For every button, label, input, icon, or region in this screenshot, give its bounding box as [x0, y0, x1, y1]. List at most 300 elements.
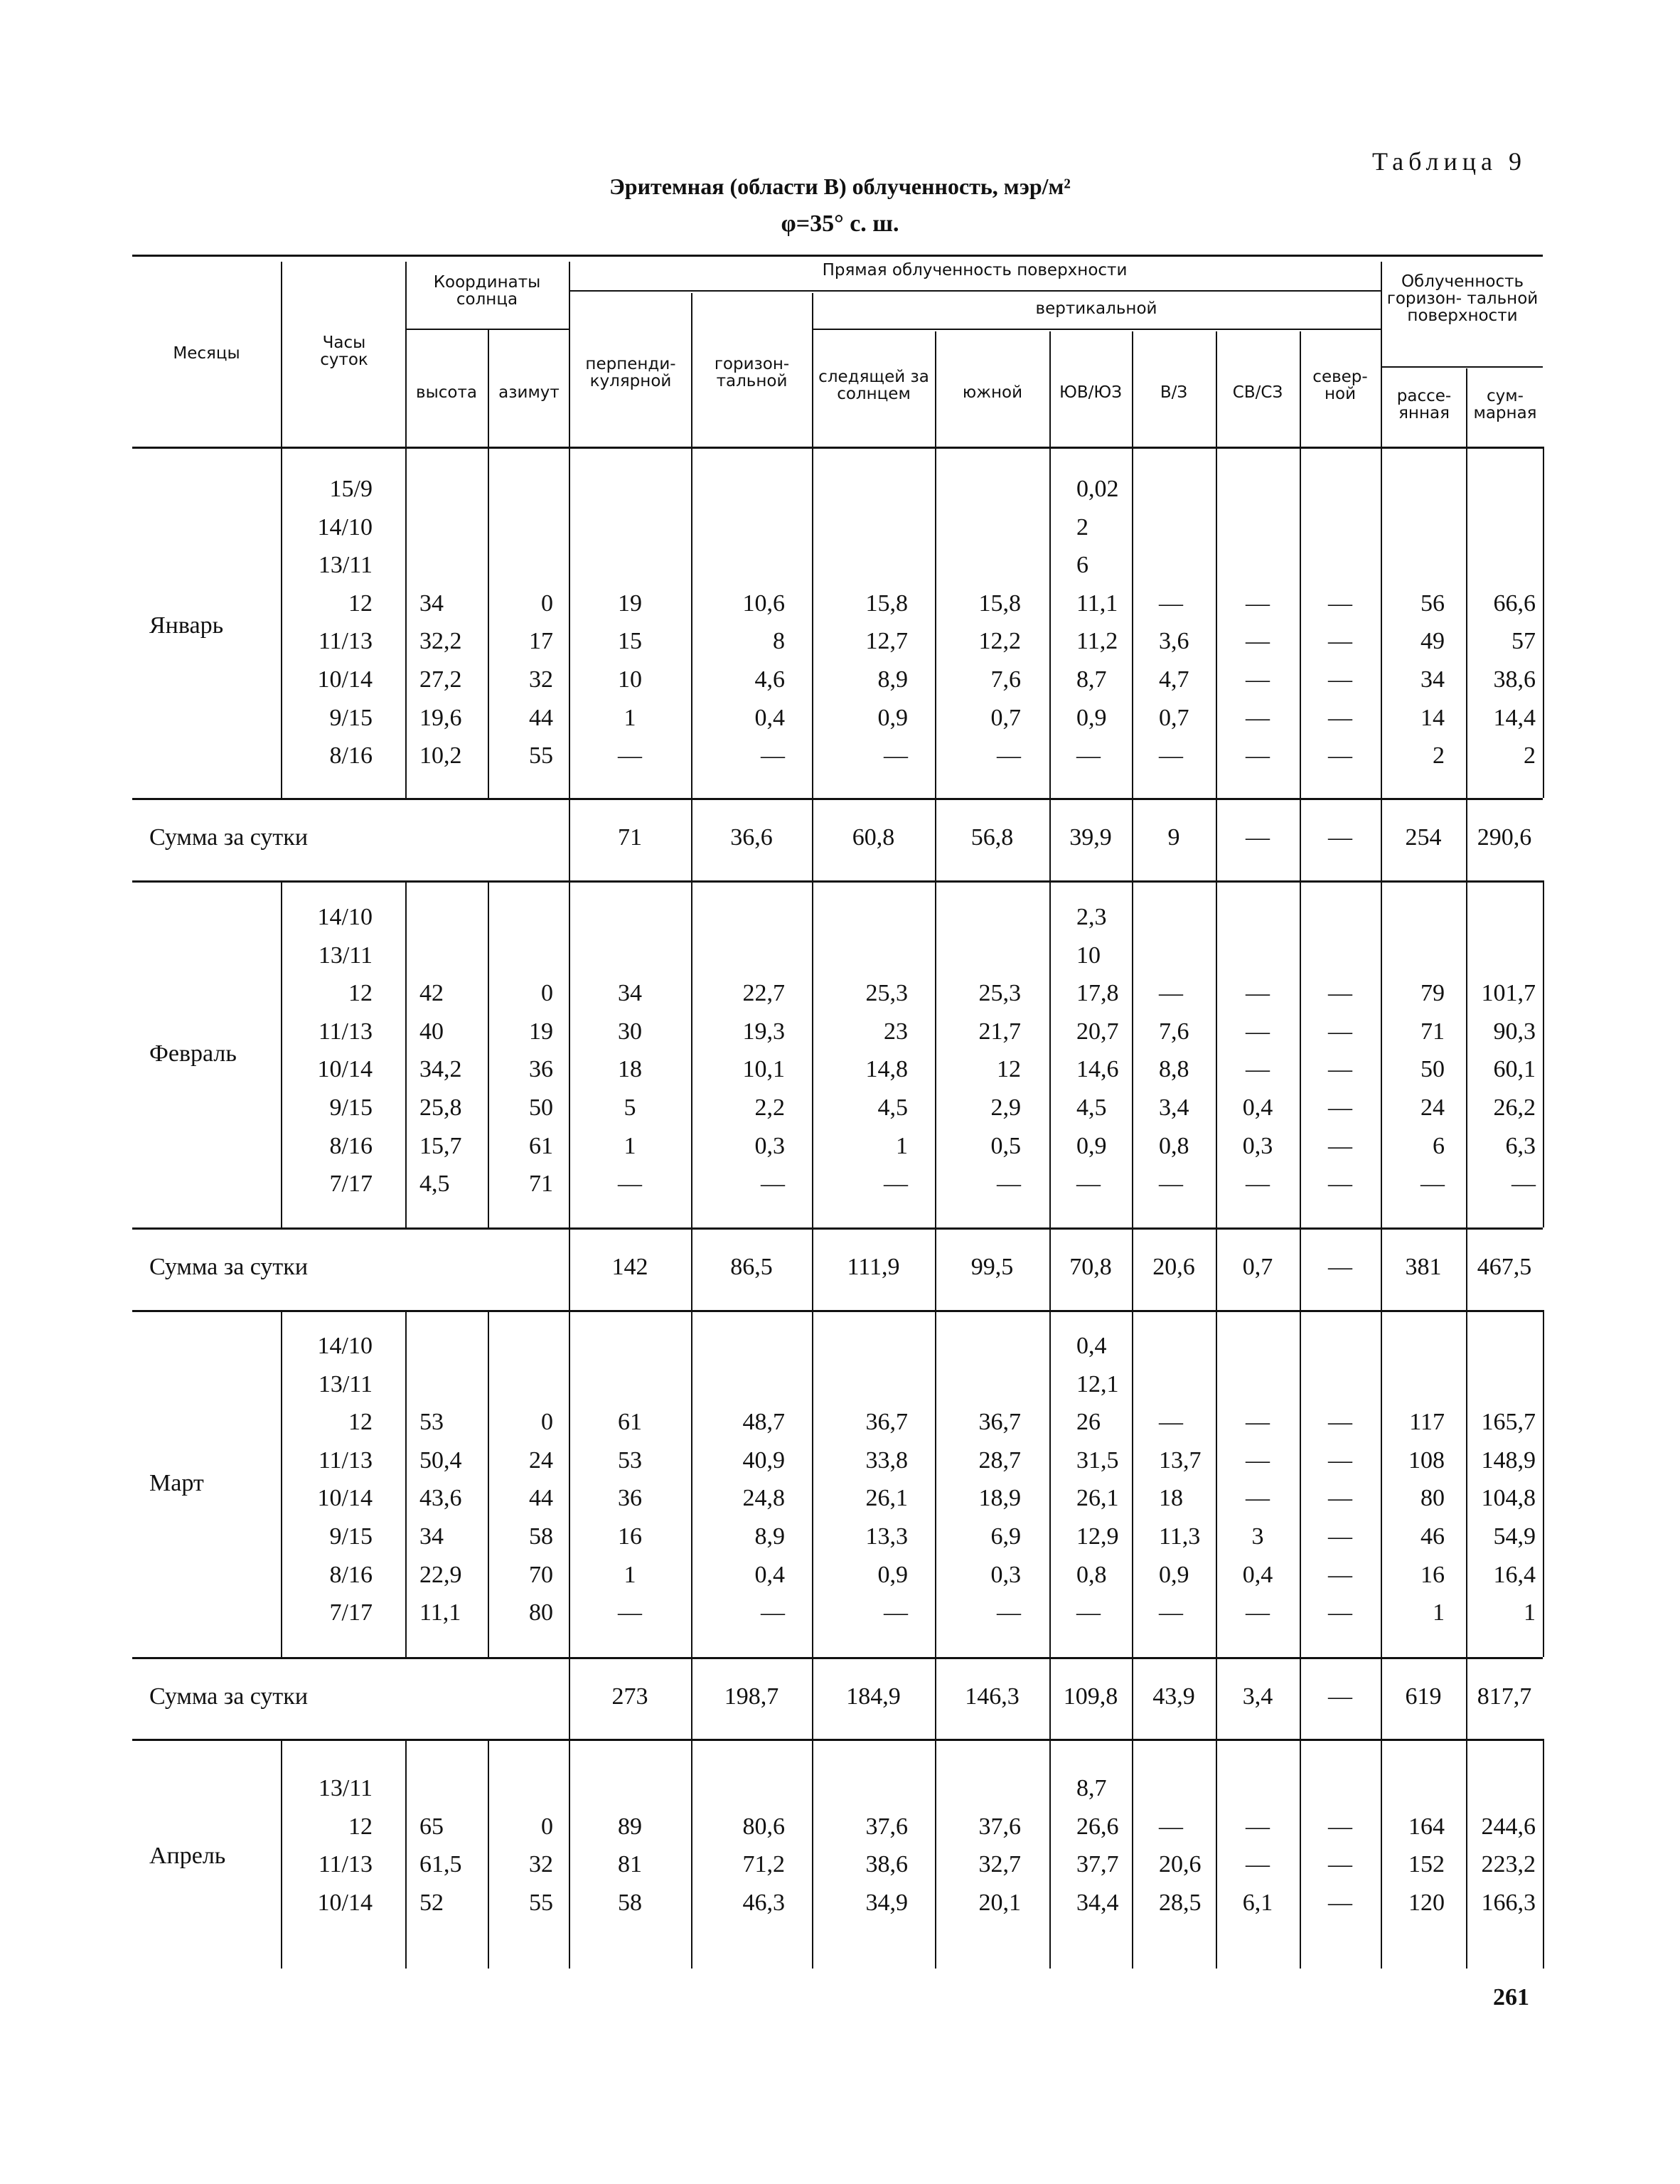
rule-line: [405, 329, 569, 330]
table-cell: 120: [1408, 1889, 1445, 1916]
table-cell: 0,4: [1242, 1094, 1273, 1121]
table-cell: 165,7: [1481, 1409, 1536, 1436]
table-cell: 80,6: [742, 1813, 785, 1840]
col-header-e-w: В/З: [1160, 383, 1188, 402]
table-cell: 0: [541, 980, 553, 1007]
table-cell: 2,2: [754, 1094, 785, 1121]
table-cell: 244,6: [1481, 1813, 1536, 1840]
table-cell: 12,9: [1076, 1523, 1119, 1550]
table-cell: —: [1076, 1599, 1101, 1626]
daily-sum-label: Сумма за сутки: [149, 824, 309, 851]
col-header-direct: Прямая облученность поверхности: [822, 261, 1128, 279]
table-cell: 80: [1420, 1485, 1445, 1512]
table-cell: 11,1: [1076, 590, 1118, 617]
table-cell: 71: [529, 1171, 553, 1198]
table-cell: —: [1246, 704, 1270, 731]
column-divider: [1132, 1739, 1133, 1969]
table-cell: 14,8: [865, 1056, 908, 1083]
table-cell: 6: [1433, 1132, 1445, 1159]
table-cell: 11,2: [1076, 628, 1118, 655]
table-cell: —: [884, 742, 908, 769]
table-cell: 23: [884, 1018, 908, 1045]
column-divider: [1049, 447, 1051, 798]
table-cell: 3: [1251, 1523, 1264, 1550]
table-cell: 12,7: [865, 628, 908, 655]
column-divider: [1132, 447, 1133, 798]
table-cell: 70: [529, 1561, 553, 1588]
table-cell: —: [1246, 1813, 1270, 1840]
rule-line: [132, 1310, 1543, 1312]
table-cell: 37,6: [865, 1813, 908, 1840]
table-cell: 32: [529, 1851, 553, 1878]
table-cell: 32: [529, 666, 553, 693]
rule-line: [132, 255, 1543, 257]
table-cell: 89: [618, 1813, 642, 1840]
table-cell: —: [1328, 1485, 1352, 1512]
table-cell: 24: [1420, 1094, 1445, 1121]
table-cell: 9/15: [329, 704, 373, 731]
col-header-perpendicular: перпенди- кулярной: [585, 355, 676, 390]
table-cell: 61: [618, 1409, 642, 1436]
daily-sum-cell: 467,5: [1477, 1254, 1532, 1280]
table-cell: 50: [529, 1094, 553, 1121]
month-label: Февраль: [149, 1040, 237, 1067]
column-divider: [1381, 262, 1382, 447]
table-cell: 15,8: [978, 590, 1021, 617]
daily-sum-cell: —: [1328, 1254, 1352, 1280]
table-cell: —: [761, 1171, 785, 1198]
table-cell: 16: [618, 1523, 642, 1550]
table-cell: 6,3: [1505, 1132, 1536, 1159]
table-cell: 2: [1433, 742, 1445, 769]
table-cell: —: [884, 1171, 908, 1198]
table-cell: 40: [419, 1018, 444, 1045]
table-cell: 14/10: [317, 513, 373, 540]
table-cell: 53: [419, 1409, 444, 1436]
table-cell: 52: [419, 1889, 444, 1916]
table-cell: 0: [541, 1409, 553, 1436]
table-cell: 0,02: [1076, 476, 1119, 502]
table-cell: —: [997, 742, 1021, 769]
table-cell: —: [1159, 742, 1183, 769]
table-cell: 37,7: [1076, 1851, 1119, 1878]
table-cell: 7,6: [1159, 1018, 1189, 1045]
table-cell: 166,3: [1481, 1889, 1536, 1916]
col-header-south: южной: [962, 383, 1023, 402]
col-header-total: сум- марная: [1473, 387, 1537, 422]
table-cell: 10/14: [317, 1889, 373, 1916]
daily-sum-cell: 111,9: [847, 1254, 900, 1280]
table-cell: 26,6: [1076, 1813, 1119, 1840]
table-cell: 10,2: [419, 742, 462, 769]
table-cell: 4,5: [419, 1171, 450, 1198]
table-cell: 13/11: [318, 1775, 373, 1801]
table-cell: 38,6: [1493, 666, 1536, 693]
table-cell: 44: [529, 1485, 553, 1512]
table-cell: 15,7: [419, 1132, 462, 1159]
table-cell: 53: [618, 1447, 642, 1474]
table-cell: 11/13: [318, 1447, 373, 1474]
table-cell: —: [1159, 1813, 1183, 1840]
table-cell: 36: [529, 1056, 553, 1083]
table-cell: 37,6: [978, 1813, 1021, 1840]
table-cell: 34: [618, 980, 642, 1007]
table-cell: 2: [1076, 513, 1088, 540]
month-label: Январь: [149, 612, 224, 639]
daily-sum-cell: 3,4: [1242, 1683, 1273, 1710]
table-cell: 0,3: [990, 1561, 1021, 1588]
daily-sum-cell: 142: [611, 1254, 648, 1280]
table-title: Эритемная (области B) облученность, мэр/м²: [609, 174, 1071, 199]
table-cell: 0,4: [1076, 1333, 1107, 1359]
table-cell: 10/14: [317, 1056, 373, 1083]
table-cell: 0,4: [754, 1561, 785, 1588]
table-cell: 6,9: [990, 1523, 1021, 1550]
daily-sum-cell: 0,7: [1242, 1254, 1273, 1280]
table-cell: 14: [1420, 704, 1445, 731]
column-divider: [1132, 1310, 1133, 1657]
table-cell: 0: [541, 1813, 553, 1840]
col-header-ne-nw: СВ/СЗ: [1232, 383, 1283, 402]
table-cell: 58: [529, 1523, 553, 1550]
table-cell: —: [1328, 1561, 1352, 1588]
table-cell: —: [1328, 666, 1352, 693]
table-cell: 24,8: [742, 1485, 785, 1512]
table-cell: 66,6: [1493, 590, 1536, 617]
table-cell: 44: [529, 704, 553, 731]
table-cell: 1: [624, 1132, 636, 1159]
table-cell: 15: [618, 628, 642, 655]
table-cell: —: [1328, 1813, 1352, 1840]
table-cell: —: [1246, 1171, 1270, 1198]
table-cell: 12,2: [978, 628, 1021, 655]
table-cell: 152: [1408, 1851, 1445, 1878]
daily-sum-cell: 817,7: [1477, 1683, 1532, 1710]
table-cell: 17,8: [1076, 980, 1119, 1007]
table-cell: —: [1328, 742, 1352, 769]
table-cell: 8/16: [329, 742, 373, 769]
table-cell: —: [1246, 1447, 1270, 1474]
daily-sum-cell: 381: [1405, 1254, 1442, 1280]
table-cell: 25,3: [865, 980, 908, 1007]
col-header-se-sw: ЮВ/ЮЗ: [1059, 383, 1122, 402]
table-cell: 11,1: [419, 1599, 461, 1626]
table-cell: 10,6: [742, 590, 785, 617]
table-cell: 0,7: [1159, 704, 1189, 731]
table-cell: 24: [529, 1447, 553, 1474]
table-cell: 0,3: [754, 1132, 785, 1159]
table-cell: 26,2: [1493, 1094, 1536, 1121]
table-cell: 9/15: [329, 1523, 373, 1550]
table-cell: 4,6: [754, 666, 785, 693]
column-divider: [1543, 1739, 1544, 1969]
table-cell: 8: [773, 628, 785, 655]
table-cell: 19,6: [419, 704, 462, 731]
col-header-north: север- ной: [1312, 368, 1368, 403]
daily-sum-cell: 184,9: [846, 1683, 901, 1710]
table-cell: 14/10: [317, 904, 373, 930]
table-cell: 2: [1524, 742, 1536, 769]
rule-line: [132, 1739, 1543, 1741]
table-cell: 49: [1420, 628, 1445, 655]
table-cell: 14,6: [1076, 1056, 1119, 1083]
table-cell: 55: [529, 742, 553, 769]
table-label: Таблица 9: [1372, 147, 1526, 176]
table-cell: 11/13: [318, 1018, 373, 1045]
table-cell: 20,1: [978, 1889, 1021, 1916]
column-divider: [281, 262, 282, 447]
daily-sum-cell: 60,8: [852, 824, 895, 851]
table-subtitle: φ=35° с. ш.: [781, 211, 899, 237]
table-cell: 22,7: [742, 980, 785, 1007]
rule-line: [132, 447, 1543, 449]
table-cell: —: [1328, 1599, 1352, 1626]
table-cell: 13/11: [318, 942, 373, 969]
table-cell: 79: [1420, 980, 1445, 1007]
table-cell: 34,2: [419, 1056, 462, 1083]
table-cell: 164: [1408, 1813, 1445, 1840]
table-cell: —: [1246, 590, 1270, 617]
table-cell: 43,6: [419, 1485, 462, 1512]
table-cell: 20,6: [1159, 1851, 1202, 1878]
table-cell: 30: [618, 1018, 642, 1045]
table-cell: 12: [348, 980, 373, 1007]
table-cell: 0,9: [1076, 704, 1107, 731]
table-cell: 80: [529, 1599, 553, 1626]
daily-sum-cell: 39,9: [1069, 824, 1112, 851]
table-cell: —: [1328, 1132, 1352, 1159]
table-cell: 36,7: [865, 1409, 908, 1436]
column-divider: [1049, 1310, 1051, 1657]
table-cell: 27,2: [419, 666, 462, 693]
table-cell: 7/17: [329, 1171, 373, 1198]
column-divider: [405, 262, 407, 447]
table-cell: 32,7: [978, 1851, 1021, 1878]
table-cell: —: [1328, 1056, 1352, 1083]
table-cell: 48,7: [742, 1409, 785, 1436]
column-divider: [1543, 447, 1544, 798]
table-cell: —: [1159, 1599, 1183, 1626]
table-cell: 18,9: [978, 1485, 1021, 1512]
table-cell: 10: [618, 666, 642, 693]
table-cell: —: [1246, 666, 1270, 693]
table-cell: 0,9: [1159, 1561, 1189, 1588]
table-cell: —: [1328, 1889, 1352, 1916]
table-cell: —: [1328, 590, 1352, 617]
daily-sum-cell: 71: [618, 824, 642, 851]
col-header-hours: Часы суток: [320, 334, 368, 369]
table-cell: 13/11: [318, 552, 373, 579]
table-cell: —: [1246, 1056, 1270, 1083]
table-cell: 55: [529, 1889, 553, 1916]
table-cell: —: [761, 1599, 785, 1626]
table-cell: —: [618, 742, 642, 769]
daily-sum-cell: 146,3: [965, 1683, 1020, 1710]
table-cell: 8,9: [877, 666, 908, 693]
table-cell: —: [1159, 1409, 1183, 1436]
table-cell: 57: [1512, 628, 1536, 655]
daily-sum-cell: 70,8: [1069, 1254, 1112, 1280]
rule-line: [132, 1227, 1543, 1230]
table-cell: 19: [529, 1018, 553, 1045]
table-cell: —: [1159, 1171, 1183, 1198]
table-cell: 6: [1076, 552, 1088, 579]
rule-line: [1381, 366, 1543, 368]
table-cell: 4,5: [877, 1094, 908, 1121]
table-cell: 12: [348, 1813, 373, 1840]
col-header-month: Месяцы: [173, 344, 240, 363]
table-cell: 60,1: [1493, 1056, 1536, 1083]
column-divider: [1132, 880, 1133, 1227]
table-cell: —: [1076, 742, 1101, 769]
table-cell: —: [1076, 1171, 1101, 1198]
table-cell: 108: [1408, 1447, 1445, 1474]
table-cell: 46: [1420, 1523, 1445, 1550]
table-cell: 0,3: [1242, 1132, 1273, 1159]
table-cell: 34: [419, 590, 444, 617]
column-divider: [1543, 880, 1544, 1227]
table-cell: 0,9: [877, 704, 908, 731]
table-cell: 19: [618, 590, 642, 617]
rule-line: [569, 290, 1381, 292]
table-cell: —: [1328, 1447, 1352, 1474]
column-divider: [405, 1310, 407, 1657]
table-cell: 58: [618, 1889, 642, 1916]
col-header-azimuth: азимут: [498, 383, 560, 402]
table-cell: 28,7: [978, 1447, 1021, 1474]
table-cell: 81: [618, 1851, 642, 1878]
rule-line: [132, 1657, 1543, 1659]
table-cell: 17: [529, 628, 553, 655]
table-cell: 26,1: [1076, 1485, 1119, 1512]
table-cell: 13,7: [1159, 1447, 1202, 1474]
table-cell: 1: [1433, 1599, 1445, 1626]
month-label: Март: [149, 1470, 204, 1496]
table-cell: —: [1328, 1018, 1352, 1045]
col-header-altitude: высота: [416, 383, 477, 402]
table-cell: —: [1328, 1851, 1352, 1878]
table-cell: 12: [348, 590, 373, 617]
table-cell: 36,7: [978, 1409, 1021, 1436]
daily-sum-cell: 290,6: [1477, 824, 1532, 851]
table-cell: —: [618, 1599, 642, 1626]
col-header-sun-coords: Координаты солнца: [433, 273, 541, 309]
table-cell: —: [1246, 628, 1270, 655]
table-cell: 2,3: [1076, 904, 1107, 930]
table-cell: 0,8: [1159, 1132, 1189, 1159]
column-divider: [405, 880, 407, 1227]
table-cell: —: [1512, 1171, 1536, 1198]
table-cell: 8/16: [329, 1132, 373, 1159]
table-cell: 8,8: [1159, 1056, 1189, 1083]
table-cell: 4,5: [1076, 1094, 1107, 1121]
table-cell: 26: [1076, 1409, 1101, 1436]
table-cell: 50: [1420, 1056, 1445, 1083]
table-cell: 25,8: [419, 1094, 462, 1121]
daily-sum-cell: 99,5: [970, 1254, 1014, 1280]
table-cell: 34,9: [865, 1889, 908, 1916]
rule-line: [812, 329, 1381, 330]
table-cell: 10/14: [317, 1485, 373, 1512]
column-divider: [405, 1739, 407, 1969]
table-cell: 34: [1420, 666, 1445, 693]
table-cell: 46,3: [742, 1889, 785, 1916]
table-cell: 34: [419, 1523, 444, 1550]
col-header-horizontal-group: Облученность горизон- тальной поверхности: [1386, 272, 1539, 325]
table-cell: —: [1328, 704, 1352, 731]
table-cell: —: [997, 1599, 1021, 1626]
table-cell: 117: [1409, 1409, 1445, 1436]
daily-sum-cell: 198,7: [724, 1683, 779, 1710]
table-cell: —: [1246, 1485, 1270, 1512]
table-cell: 148,9: [1481, 1447, 1536, 1474]
table-cell: 8/16: [329, 1561, 373, 1588]
daily-sum-cell: 56,8: [970, 824, 1014, 851]
table-cell: —: [1246, 1599, 1270, 1626]
table-cell: —: [1159, 980, 1183, 1007]
col-header-vertical: вертикальной: [1035, 299, 1157, 318]
column-divider: [405, 447, 407, 798]
table-cell: —: [1328, 628, 1352, 655]
table-cell: 2,9: [990, 1094, 1021, 1121]
table-cell: 14,4: [1493, 704, 1536, 731]
table-cell: —: [1420, 1171, 1445, 1198]
page-number: 261: [1493, 1984, 1529, 2010]
table-cell: 19,3: [742, 1018, 785, 1045]
table-cell: 18: [618, 1056, 642, 1083]
daily-sum-cell: 86,5: [730, 1254, 773, 1280]
table-cell: —: [618, 1171, 642, 1198]
table-cell: 7/17: [329, 1599, 373, 1626]
table-cell: 1: [896, 1132, 908, 1159]
table-cell: 8,7: [1076, 1775, 1107, 1801]
table-cell: 9/15: [329, 1094, 373, 1121]
daily-sum-label: Сумма за сутки: [149, 1683, 309, 1710]
table-cell: 90,3: [1493, 1018, 1536, 1045]
table-cell: 0,4: [1242, 1561, 1273, 1588]
daily-sum-cell: —: [1328, 1683, 1352, 1710]
table-cell: —: [1246, 1018, 1270, 1045]
table-cell: 5: [624, 1094, 636, 1121]
table-cell: 13,3: [865, 1523, 908, 1550]
table-cell: 0,9: [877, 1561, 908, 1588]
daily-sum-label: Сумма за сутки: [149, 1254, 309, 1280]
table-cell: 6,1: [1242, 1889, 1273, 1916]
daily-sum-cell: 36,6: [730, 824, 773, 851]
table-cell: 0,5: [990, 1132, 1021, 1159]
table-cell: 1: [1524, 1599, 1536, 1626]
daily-sum-cell: 273: [611, 1683, 648, 1710]
daily-sum-cell: 43,9: [1152, 1683, 1195, 1710]
table-cell: 3,4: [1159, 1094, 1189, 1121]
daily-sum-cell: 619: [1405, 1683, 1442, 1710]
table-cell: 38,6: [865, 1851, 908, 1878]
table-cell: 3,6: [1159, 628, 1189, 655]
table-cell: —: [1246, 980, 1270, 1007]
table-cell: 11/13: [318, 1851, 373, 1878]
table-cell: 11/13: [318, 628, 373, 655]
column-divider: [1049, 1739, 1051, 1969]
column-divider: [569, 262, 570, 447]
daily-sum-cell: —: [1246, 824, 1270, 851]
table-cell: 61: [529, 1132, 553, 1159]
column-divider: [1543, 1310, 1544, 1657]
table-cell: 50,4: [419, 1447, 462, 1474]
daily-sum-cell: —: [1328, 824, 1352, 851]
table-cell: —: [997, 1171, 1021, 1198]
col-header-diffuse: рассе- янная: [1396, 387, 1452, 422]
table-cell: 14/10: [317, 1333, 373, 1359]
